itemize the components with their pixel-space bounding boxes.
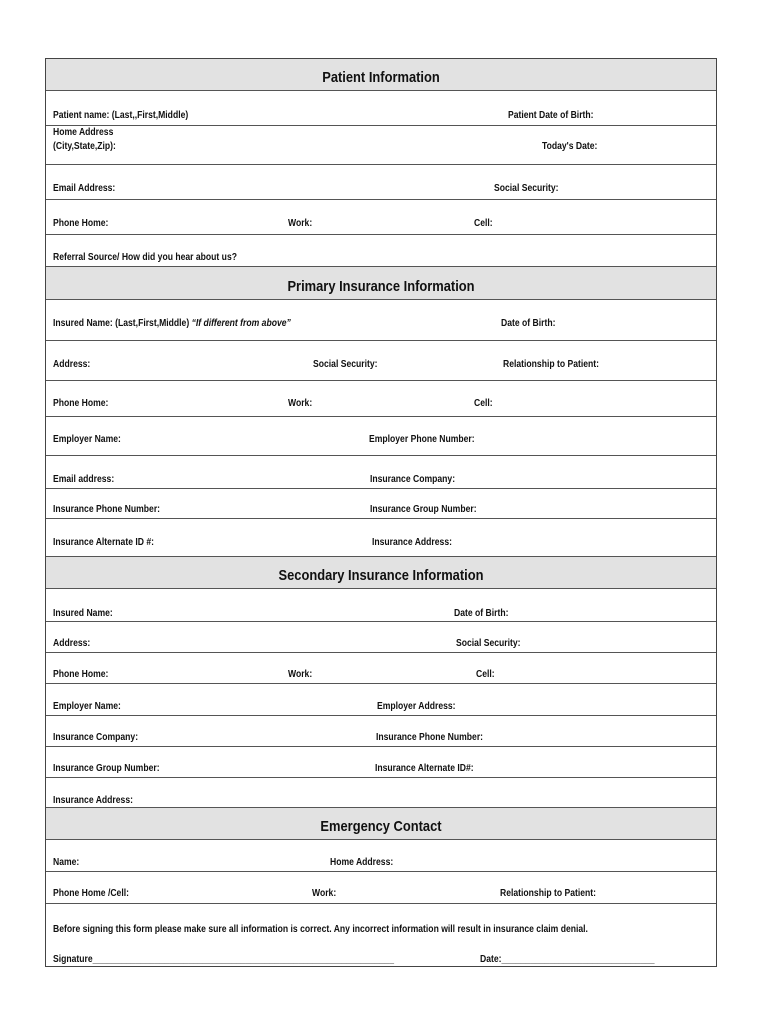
emergency-phone-field[interactable]: Phone Home /Cell: <box>53 888 129 899</box>
form-row <box>46 778 716 808</box>
form-row <box>46 622 716 653</box>
form-row <box>46 872 716 904</box>
section-header-emergency <box>46 808 716 840</box>
section-title: Secondary Insurance Information <box>278 567 484 584</box>
primary-group-field[interactable]: Insurance Group Number: <box>370 504 477 515</box>
phone-home-field[interactable]: Phone Home: <box>53 218 109 229</box>
form-row <box>46 489 716 519</box>
form-row <box>46 126 716 165</box>
form-row <box>46 235 716 267</box>
form-row <box>46 684 716 716</box>
form-row <box>46 653 716 684</box>
todays-date-field[interactable]: Today's Date: <box>542 141 598 152</box>
form-row <box>46 747 716 778</box>
primary-ins-phone-field[interactable]: Insurance Phone Number: <box>53 504 161 515</box>
primary-employer-phone-field[interactable]: Employer Phone Number: <box>369 434 475 445</box>
primary-ssn-field[interactable]: Social Security: <box>313 359 378 370</box>
primary-employer-field[interactable]: Employer Name: <box>53 434 121 445</box>
secondary-group-field[interactable]: Insurance Group Number: <box>53 763 160 774</box>
secondary-ins-address-field[interactable]: Insurance Address: <box>53 795 133 806</box>
patient-form <box>45 58 717 967</box>
emergency-home-address-field[interactable]: Home Address: <box>330 857 394 868</box>
referral-source-field[interactable]: Referral Source/ How did you hear about us? <box>53 252 237 263</box>
secondary-ssn-field[interactable]: Social Security: <box>456 638 521 649</box>
primary-address-field[interactable]: Address: <box>53 359 91 370</box>
disclaimer-text: Before signing this form please make sure all information is correct. Any incorrect information will result in insurance claim denial. <box>53 924 588 935</box>
work-phone-field[interactable]: Work: <box>288 218 313 229</box>
secondary-phone-home-field[interactable]: Phone Home: <box>53 669 109 680</box>
secondary-dob-field[interactable]: Date of Birth: <box>454 608 509 619</box>
section-header-patient <box>46 59 716 91</box>
form-row <box>46 456 716 489</box>
patient-dob-field[interactable]: Patient Date of Birth: <box>508 110 594 121</box>
secondary-work-field[interactable]: Work: <box>288 669 313 680</box>
secondary-insured-name-field[interactable]: Insured Name: <box>53 608 113 619</box>
secondary-ins-phone-field[interactable]: Insurance Phone Number: <box>376 732 484 743</box>
home-address-field[interactable]: (City,State,Zip): <box>53 141 116 152</box>
section-header-secondary <box>46 557 716 589</box>
section-title: Patient Information <box>322 69 440 86</box>
primary-email-field[interactable]: Email address: <box>53 474 115 485</box>
emergency-work-field[interactable]: Work: <box>312 888 337 899</box>
primary-ins-address-field[interactable]: Insurance Address: <box>372 537 452 548</box>
signature-date-field[interactable]: Date:________________________________ <box>480 954 655 965</box>
form-row <box>46 519 716 557</box>
primary-dob-field[interactable]: Date of Birth: <box>501 318 556 329</box>
cell-phone-field[interactable]: Cell: <box>474 218 493 229</box>
form-row <box>46 716 716 747</box>
section-header-primary <box>46 267 716 300</box>
secondary-employer-address-field[interactable]: Employer Address: <box>377 701 456 712</box>
form-row <box>46 200 716 235</box>
patient-name-field[interactable]: Patient name: (Last,,First,Middle) <box>53 110 189 121</box>
emergency-name-field[interactable]: Name: <box>53 857 80 868</box>
form-row <box>46 840 716 872</box>
secondary-alt-id-field[interactable]: Insurance Alternate ID#: <box>375 763 474 774</box>
primary-alt-id-field[interactable]: Insurance Alternate ID #: <box>53 537 155 548</box>
insured-name-field[interactable] <box>53 318 291 329</box>
home-address-label: Home Address <box>53 127 114 138</box>
section-title: Emergency Contact <box>320 818 442 835</box>
secondary-cell-field[interactable]: Cell: <box>476 669 495 680</box>
primary-ins-company-field[interactable]: Insurance Company: <box>370 474 456 485</box>
emergency-relationship-field[interactable]: Relationship to Patient: <box>500 888 597 899</box>
secondary-employer-field[interactable]: Employer Name: <box>53 701 121 712</box>
form-row <box>46 341 716 381</box>
secondary-address-field[interactable]: Address: <box>53 638 91 649</box>
primary-phone-home-field[interactable]: Phone Home: <box>53 398 109 409</box>
primary-cell-field[interactable]: Cell: <box>474 398 493 409</box>
form-row <box>46 300 716 341</box>
form-row <box>46 381 716 417</box>
signature-field[interactable]: Signature_______________________________________________________________ <box>53 954 394 965</box>
signature-block <box>46 904 716 968</box>
form-row <box>46 417 716 456</box>
social-security-field[interactable]: Social Security: <box>494 183 559 194</box>
email-field[interactable]: Email Address: <box>53 183 116 194</box>
form-row <box>46 91 716 126</box>
form-row <box>46 165 716 200</box>
primary-work-field[interactable]: Work: <box>288 398 313 409</box>
insured-name-note: “If different from above” <box>191 318 291 329</box>
primary-relationship-field[interactable]: Relationship to Patient: <box>503 359 600 370</box>
insured-name-label: Insured Name: (Last,First,Middle) <box>53 318 190 329</box>
section-title: Primary Insurance Information <box>287 278 475 295</box>
form-row <box>46 589 716 622</box>
secondary-ins-company-field[interactable]: Insurance Company: <box>53 732 139 743</box>
